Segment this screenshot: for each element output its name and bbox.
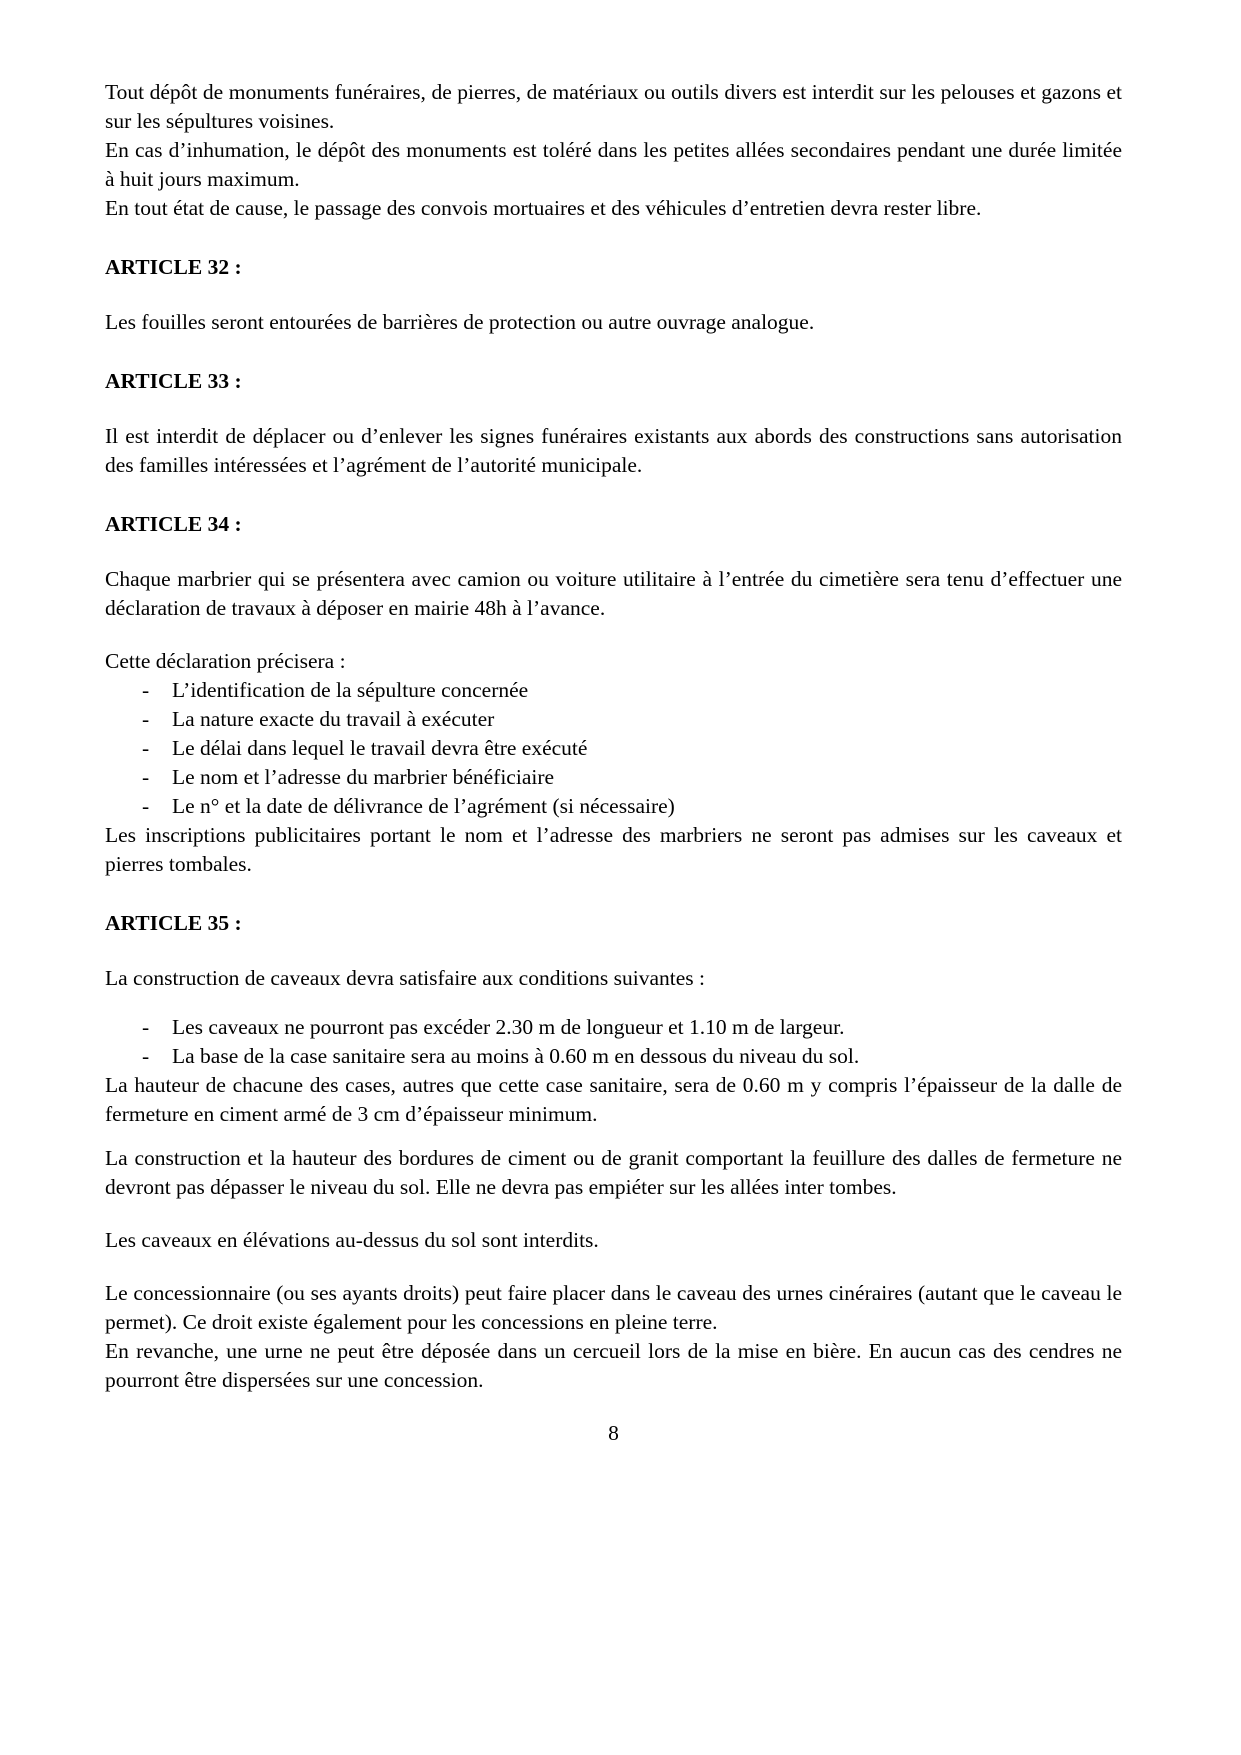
list-item-text: Le n° et la date de délivrance de l’agrément (si nécessaire) xyxy=(172,794,675,818)
dash-bullet: - xyxy=(142,678,150,702)
intro-paragraph-2: En cas d’inhumation, le dépôt des monuments est toléré dans les petites allées secondaires pendant une durée limitée à huit jours maximum. xyxy=(105,138,1122,191)
article-34-heading: ARTICLE 34 : xyxy=(105,512,242,536)
article-35-paragraph-6: En revanche, une urne ne peut être déposée dans un cercueil lors de la mise en bière. En aucun cas des cendres ne pourront être dispersées sur une concession. xyxy=(105,1339,1122,1392)
intro-paragraph-3: En tout état de cause, le passage des convois mortuaires et des véhicules d’entretien devra rester libre. xyxy=(105,196,982,220)
dash-bullet: - xyxy=(142,707,150,731)
article-35-paragraph-5: Le concessionnaire (ou ses ayants droits) peut faire placer dans le caveau des urnes cinéraires (autant que le caveau le permet). Ce droit existe également pour les concessions en pleine terre. xyxy=(105,1281,1122,1334)
article-34-paragraph-2: Cette déclaration précisera : xyxy=(105,649,346,673)
dash-bullet: - xyxy=(142,1044,150,1068)
list-item xyxy=(105,676,1122,705)
list-item-text: Le nom et l’adresse du marbrier bénéficiaire xyxy=(172,765,555,789)
list-item xyxy=(105,734,1122,763)
list-item-text: Le délai dans lequel le travail devra être exécuté xyxy=(172,736,588,760)
dash-bullet: - xyxy=(142,794,150,818)
article-35-paragraph-4: Les caveaux en élévations au-dessus du sol sont interdits. xyxy=(105,1228,599,1252)
page-number: 8 xyxy=(608,1421,619,1445)
dash-bullet: - xyxy=(142,765,150,789)
list-item-text: L’identification de la sépulture concernée xyxy=(172,678,529,702)
article-33-paragraph-1: Il est interdit de déplacer ou d’enlever les signes funéraires existants aux abords des constructions sans autorisation des familles intéressées et l’agrément de l’autorité municipale. xyxy=(105,424,1122,477)
article-35-paragraph-1: La construction de caveaux devra satisfaire aux conditions suivantes : xyxy=(105,966,706,990)
article-32-paragraph-1: Les fouilles seront entourées de barrières de protection ou autre ouvrage analogue. xyxy=(105,310,815,334)
list-item-text: Les caveaux ne pourront pas excéder 2.30 m de longueur et 1.10 m de largeur. xyxy=(172,1015,845,1039)
article-33-heading: ARTICLE 33 : xyxy=(105,369,242,393)
intro-paragraph-1: Tout dépôt de monuments funéraires, de pierres, de matériaux ou outils divers est interdit sur les pelouses et gazons et sur les sépultures voisines. xyxy=(105,80,1122,133)
list-item xyxy=(105,763,1122,792)
article-34-paragraph-1: Chaque marbrier qui se présentera avec camion ou voiture utilitaire à l’entrée du cimetière sera tenu d’effectuer une déclaration de travaux à déposer en mairie 48h à l’avance. xyxy=(105,567,1122,620)
list-item xyxy=(105,705,1122,734)
list-item xyxy=(105,792,1122,821)
article-34-paragraph-3: Les inscriptions publicitaires portant le nom et l’adresse des marbriers ne seront pas admises sur les caveaux et pierres tombales. xyxy=(105,823,1122,876)
dash-bullet: - xyxy=(142,1015,150,1039)
article-35-heading: ARTICLE 35 : xyxy=(105,911,242,935)
list-item-text: La base de la case sanitaire sera au moins à 0.60 m en dessous du niveau du sol. xyxy=(172,1044,860,1068)
dash-bullet: - xyxy=(142,736,150,760)
article-35-paragraph-2: La hauteur de chacune des cases, autres que cette case sanitaire, sera de 0.60 m y compris l’épaisseur de la dalle de fermeture en ciment armé de 3 cm d’épaisseur minimum. xyxy=(105,1073,1122,1126)
article-35-paragraph-3: La construction et la hauteur des bordures de ciment ou de granit comportant la feuillure des dalles de fermeture ne devront pas dépasser le niveau du sol. Elle ne devra pas empiéter sur les allées inter tombes. xyxy=(105,1146,1122,1199)
article-35-list xyxy=(105,1013,1122,1071)
article-34-list xyxy=(105,676,1122,821)
list-item-text: La nature exacte du travail à exécuter xyxy=(172,707,495,731)
list-item xyxy=(105,1042,1122,1071)
list-item xyxy=(105,1013,1122,1042)
article-32-heading: ARTICLE 32 : xyxy=(105,255,242,279)
